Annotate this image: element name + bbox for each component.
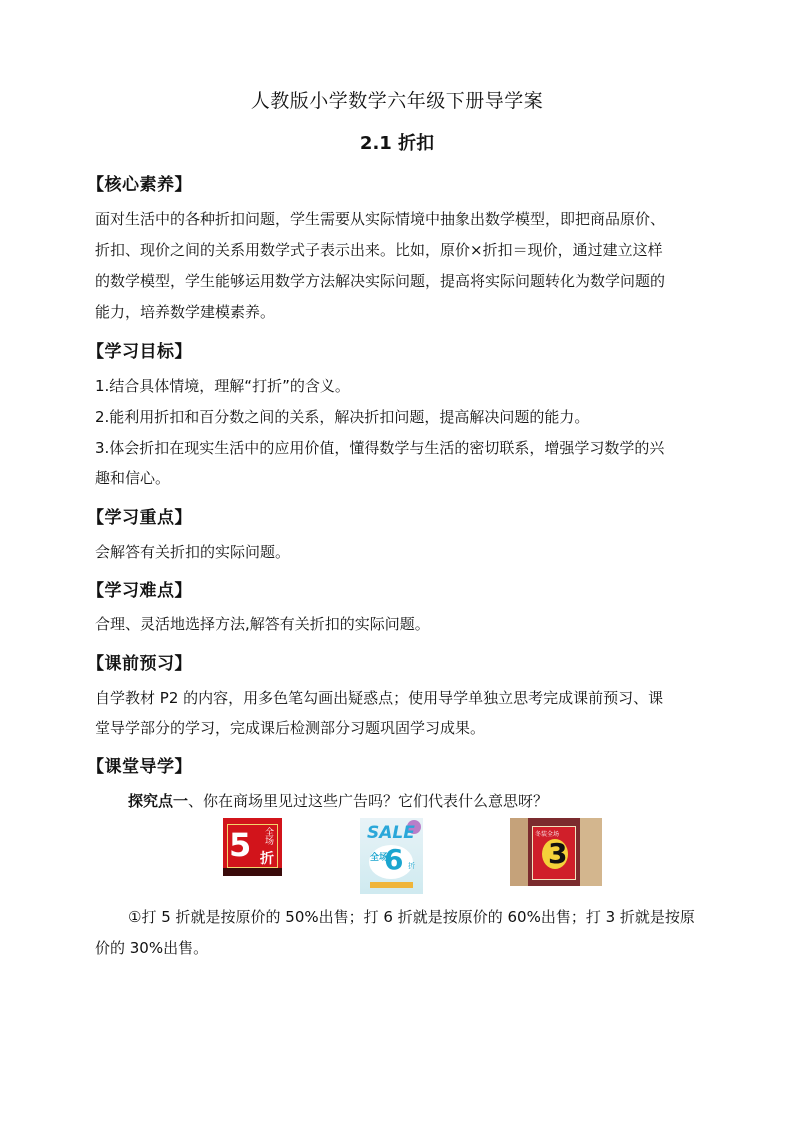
section-heading-goals: 【学习目标】 bbox=[87, 342, 192, 362]
document-title: 人教版小学数学六年级下册导学案 bbox=[250, 90, 544, 112]
section-heading-core: 【核心素养】 bbox=[87, 175, 192, 195]
preview-line-2: 堂导学部分的学习，完成课后检测部分习题巩固学习成果。 bbox=[95, 719, 486, 737]
ad-stripe bbox=[223, 868, 282, 876]
ad-number-3: 3 bbox=[548, 837, 568, 870]
ad-bar bbox=[370, 882, 413, 888]
section-heading-difficulty: 【学习难点】 bbox=[87, 581, 192, 601]
answer-line-2: 价的 30%出售。 bbox=[95, 939, 209, 957]
ad-text-zhe-6: 折 bbox=[408, 862, 415, 870]
ad-background-right bbox=[580, 818, 602, 886]
ad-number-5: 5 bbox=[229, 826, 252, 864]
goal-item-1: 1.结合具体情境，理解“打折”的含义。 bbox=[95, 377, 350, 395]
ad-text-quanchang: 全场 bbox=[370, 853, 389, 863]
ad-sale-text: SALE bbox=[367, 823, 415, 843]
goal-item-3-cont: 趣和信心。 bbox=[95, 469, 171, 487]
core-line-2: 折扣、现价之间的关系用数学式子表示出来。比如，原价×折扣＝现价，通过建立这样 bbox=[95, 241, 663, 259]
ad-image-3-off bbox=[510, 818, 602, 886]
ad-text-zhe: 折 bbox=[260, 851, 274, 867]
explore-question: 、你在商场里见过这些广告吗？它们代表什么意思呀？ bbox=[188, 792, 549, 810]
ad-number-6: 6 bbox=[384, 843, 404, 876]
section-heading-classroom: 【课堂导学】 bbox=[87, 757, 192, 777]
explore-label: 探究点一 bbox=[128, 792, 189, 810]
preview-line-1: 自学教材 P2 的内容，用多色笔勾画出疑惑点；使用导学单独立思考完成课前预习、课 bbox=[95, 689, 664, 707]
ad-text-quan: 全 bbox=[264, 828, 274, 838]
goal-item-3: 3.体会折扣在现实生活中的应用价值，懂得数学与生活的密切联系，增强学习数学的兴 bbox=[95, 439, 665, 457]
section-heading-preview: 【课前预习】 bbox=[87, 654, 192, 674]
explore-point-1 bbox=[128, 790, 548, 811]
ad-card bbox=[532, 826, 576, 880]
core-line-3: 的数学模型，学生能够运用数学方法解决实际问题，提高将实际问题转化为数学问题的 bbox=[95, 272, 666, 290]
goal-item-2: 2.能利用折扣和百分数之间的关系，解决折扣问题，提高解决问题的能力。 bbox=[95, 408, 590, 426]
key-text: 会解答有关折扣的实际问题。 bbox=[95, 543, 291, 561]
core-line-4: 能力，培养数学建模素养。 bbox=[95, 303, 276, 321]
ad-number-circle bbox=[542, 839, 568, 869]
ad-background-left bbox=[510, 818, 528, 886]
ad-card-header: 冬装全场 bbox=[535, 831, 560, 838]
answer-line-1: ①打 5 折就是按原价的 50%出售；打 6 折就是按原价的 60%出售；打 3 折就是按原 bbox=[128, 908, 695, 926]
ad-text-chang: 场 bbox=[264, 837, 274, 847]
ad-image-6-off bbox=[360, 818, 423, 894]
core-line-1: 面对生活中的各种折扣问题，学生需要从实际情境中抽象出数学模型，即把商品原价、 bbox=[95, 210, 666, 228]
document-subtitle: 2.1 折扣 bbox=[359, 133, 435, 154]
section-heading-key: 【学习重点】 bbox=[87, 508, 192, 528]
ad-image-5-off bbox=[223, 818, 282, 876]
difficulty-text: 合理、灵活地选择方法,解答有关折扣的实际问题。 bbox=[95, 615, 430, 633]
